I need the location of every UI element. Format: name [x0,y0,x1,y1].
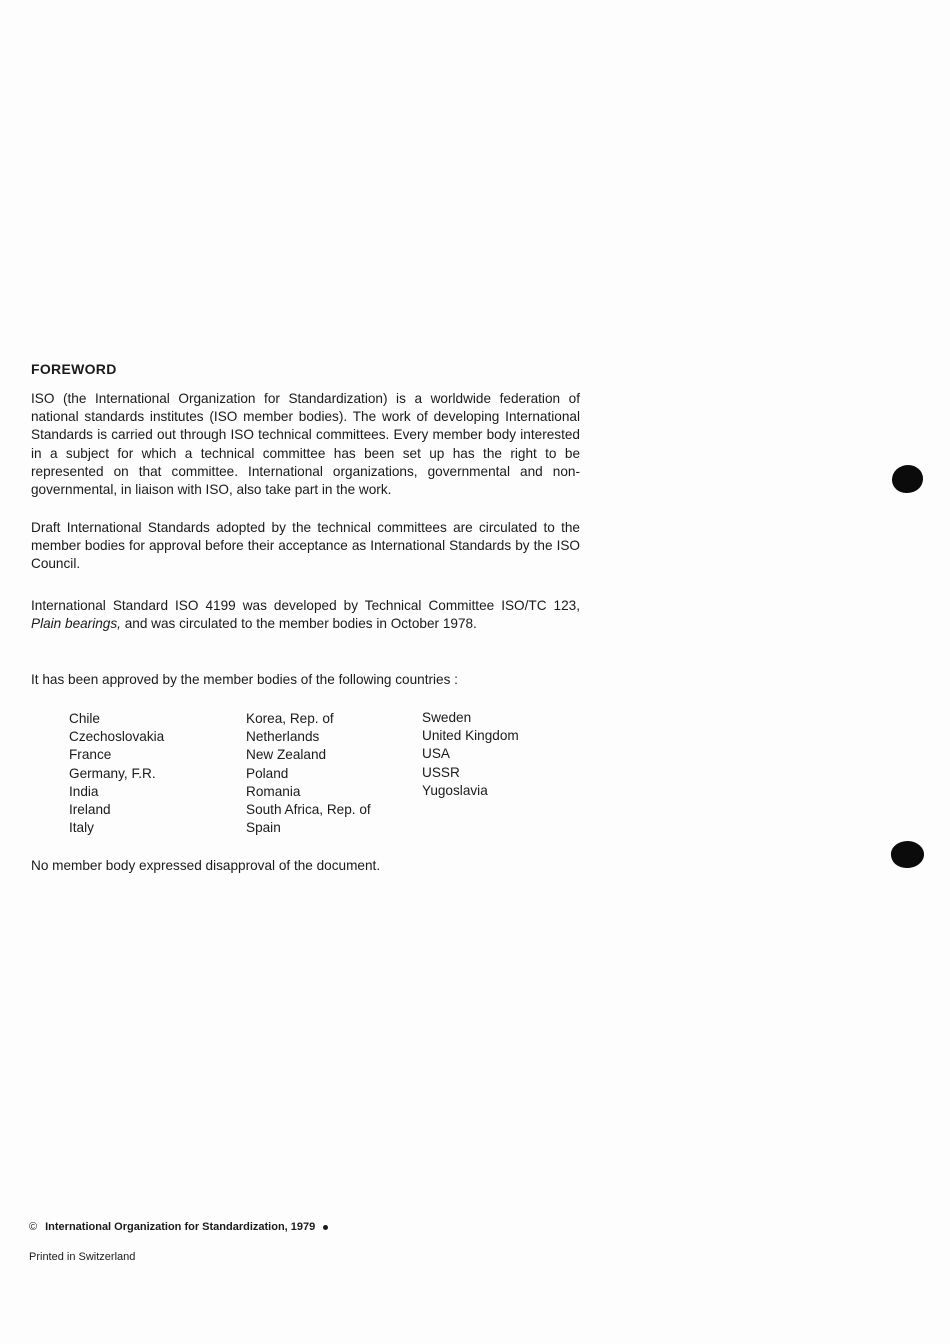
country-item: Romania [246,783,301,799]
punch-hole-top [892,465,923,493]
approval-intro: It has been approved by the member bodies of the following countries : [31,672,458,687]
copyright-symbol: © [29,1221,38,1233]
foreword-heading: FOREWORD [31,361,117,377]
country-column-2 [246,710,371,837]
standard-origin-text: International Standard ISO 4199 was developed by Technical Committee ISO/TC 123, [31,598,580,613]
foreword-paragraph-iso-description: ISO (the International Organization for Standardization) is a worldwide federation of national standards institutes (ISO member bodies). The work of developing International Standards is carried out through ISO technical committees. Every member body interested in a subject for which a technical committee has been set up has the right to be represented on that committee. International organizations, governmental and non-governmental, in liaison with ISO, also take part in the work. [31,391,580,498]
country-item: Poland [246,765,289,781]
country-item: Spain [246,820,281,836]
country-item: South Africa, Rep. of [246,802,371,818]
foreword-paragraph-standard-origin [31,597,580,633]
committee-title: Plain bearings, [31,616,121,632]
country-item: Chile [69,711,100,726]
punch-hole-bottom [889,839,925,870]
country-item: USA [422,746,450,762]
country-item: Ireland [69,802,111,818]
country-column-1 [69,710,164,837]
disapproval-note: No member body expressed disapproval of the document. [31,858,381,873]
country-item: Netherlands [246,729,320,745]
country-item: Italy [69,820,94,836]
country-item: New Zealand [246,747,327,763]
foreword-paragraph-draft-standards: Draft International Standards adopted by the technical committees are circulated to the member bodies for approval before their acceptance as International Standards by the ISO Council. [31,520,580,572]
country-item: United Kingdom [422,728,519,744]
copyright-line [29,1221,328,1233]
country-item: France [69,747,112,763]
bullet-dot-icon [323,1225,328,1230]
copyright-text: International Organization for Standardization, 1979 [45,1221,316,1233]
printed-location: Printed in Switzerland [29,1251,136,1263]
country-item: India [69,783,99,799]
country-item: Yugoslavia [422,782,488,798]
country-item: Czechoslovakia [69,729,165,745]
country-column-3 [422,709,519,800]
country-list [69,710,589,840]
country-item: Korea, Rep. of [246,711,334,726]
country-item: USSR [422,764,460,780]
standard-origin-text-end: and was circulated to the member bodies in October 1978. [120,616,477,632]
country-item: Sweden [422,710,472,725]
country-item: Germany, F.R. [69,765,156,781]
